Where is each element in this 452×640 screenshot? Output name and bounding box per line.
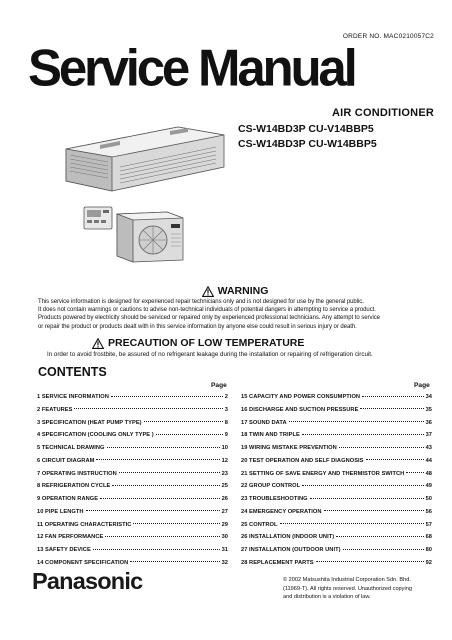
leader-dots [316,561,424,562]
contents-entry-label: 8 REFRIGERATION CYCLE [37,483,111,490]
leader-dots [366,459,424,460]
contents-entry-page: 56 [425,508,432,515]
leader-dots [343,549,424,550]
contents-entry-page: 43 [425,445,432,451]
contents-entry[interactable] [37,471,228,484]
contents-entry-page: 26 [221,496,228,502]
contents-entry[interactable] [37,445,228,458]
contents-entry[interactable] [241,534,432,547]
contents-entry-label: 23 TROUBLESHOOTING [241,496,308,502]
contents-entry-page: 50 [425,496,432,502]
contents-entry-label: 10 PIPE LENGTH [37,508,84,515]
contents-entry[interactable] [37,432,228,445]
leader-dots [107,447,220,448]
contents-entry-label: 7 OPERATING INSTRUCTION [37,470,117,477]
leader-dots [362,396,423,397]
contents-entry-label: 25 CONTROL [241,521,278,528]
contents-entry-label: 19 WIRING MISTAKE PREVENTION [241,445,337,451]
contents-entry-page: 80 [425,547,432,553]
contents-entry[interactable] [241,471,432,484]
contents-entry-page: 29 [221,521,228,528]
contents-entry-label: 14 COMPONENT SPECIFICATION [37,559,129,566]
contents-entry-page: 92 [425,559,432,566]
contents-entry[interactable] [241,560,432,573]
contents-entry-page: 68 [425,534,432,541]
contents-entry-page: 10 [221,445,228,451]
contents-entry-page: 31 [221,547,228,553]
contents-entry-label: 9 OPERATION RANGE [37,496,99,502]
contents-entry-label: 17 SOUND DATA [241,419,287,426]
contents-entry-page: 25 [221,483,228,490]
contents-entry-label: 20 TEST OPERATION AND SELF DIAGNOSIS [241,457,364,464]
contents-entry[interactable] [37,534,228,547]
warning-triangle-icon [202,286,214,297]
contents-entry-page: 30 [221,534,228,541]
contents-entry-label: 18 TWIN AND TRIPLE [241,432,300,439]
copyright-line: and distribution is a violation of law. [283,594,371,601]
leader-dots [302,485,423,486]
contents-entry-page: 23 [221,470,228,477]
contents-right-column [241,394,432,573]
contents-left-column [37,394,228,573]
warning-line: or repair the product or products dealt with in this service information by anyone else could result in serious injury or death. [38,323,357,330]
contents-title: CONTENTS [38,365,107,379]
leader-dots [100,498,219,499]
contents-entry[interactable] [37,496,228,509]
contents-entry-page: 34 [425,394,432,400]
precaution-text: In order to avoid frostbite, be assured of no refrigerant leakage during the installation or repairing of refrigeration circuit. [47,351,373,358]
contents-entry[interactable] [37,394,228,407]
copyright-notice [280,574,432,608]
contents-entry[interactable] [241,394,432,407]
contents-entry-page: 12 [221,457,228,464]
leader-dots [96,459,219,460]
contents-entry[interactable] [37,522,228,535]
warning-heading-label: WARNING [217,285,269,297]
precaution-section [38,337,432,361]
contents-entry-label: 2 FEATURES [37,406,73,413]
leader-dots [336,536,423,537]
leader-dots [93,549,220,550]
contents-entry[interactable] [241,420,432,433]
document-subtitle: AIR CONDITIONER [332,107,434,119]
indoor-unit-image [60,123,232,195]
contents-entry[interactable] [241,496,432,509]
outdoor-unit-image [115,206,187,264]
contents-entry[interactable] [241,483,432,496]
contents-entry[interactable] [241,432,432,445]
contents-entry-page: 44 [425,457,432,464]
remote-controller-image [83,206,113,230]
contents-entry[interactable] [37,458,228,471]
warning-heading [38,285,432,297]
copyright-line: © 2002 Matsushita Industrial Corporation Sdn. Bhd. [283,577,411,583]
contents-entry-label: 6 CIRCUIT DIAGRAM [37,457,95,464]
leader-dots [406,472,423,473]
leader-dots [112,485,219,486]
contents-entry[interactable] [37,547,228,560]
precaution-heading [38,337,432,349]
contents-entry[interactable] [241,547,432,560]
leader-dots [302,434,424,435]
leader-dots [360,408,423,409]
contents-entry-page: 8 [224,419,228,426]
contents-entry[interactable] [37,509,228,522]
warning-line: Products powered by electricity should be serviced or repaired only by experienced professional technicians. Any attempt to service [38,315,380,322]
contents-entry[interactable] [241,445,432,458]
contents-entry-label: 11 OPERATING CHARACTERISTIC [37,521,132,528]
warning-line: It does not contain warnings or cautions to advise non-technical individuals of potential dangers in attempting to service a product. [38,307,376,314]
leader-dots [289,421,424,422]
document-title: Service Manual [28,38,355,97]
contents-entry-label: 12 FAN PERFORMANCE [37,534,104,541]
contents-entry[interactable] [37,420,228,433]
contents-entry-page: 2 [224,394,228,400]
model-list [238,122,377,152]
contents-entry-label: 4 SPECIFICATION (COOLING ONLY TYPE ) [37,432,154,439]
leader-dots [310,498,424,499]
leader-dots [105,536,219,537]
page-column-header-left: Page [211,382,227,389]
contents-entry-page: 32 [221,559,228,566]
contents-entry[interactable] [241,407,432,420]
contents-entry-label: 3 SPECIFICATION (HEAT PUMP TYPE) [37,419,142,426]
contents-entry-label: 15 CAPACITY AND POWER CONSUMPTION [241,394,361,400]
warning-line: This service information is designed for experienced repair technicians only and is not designed for use by the general public. [38,299,364,305]
leader-dots [111,396,223,397]
contents-entry[interactable] [37,483,228,496]
contents-entry[interactable] [241,522,432,535]
order-number: ORDER NO. MAC0210057C2 [342,33,434,40]
contents-entry[interactable] [241,458,432,471]
brand-logo: Panasonic [32,568,143,594]
leader-dots [156,434,223,435]
copyright-line: (11969-T). All rights reserved. Unauthorized copying [283,585,412,592]
leader-dots [144,421,223,422]
contents-entry-label: 22 GROUP CONTROL [241,483,301,490]
contents-entry-page: 49 [425,483,432,490]
contents-entry-label: 5 TECHNICAL DRAWING [37,445,105,451]
warning-text [38,298,432,331]
page-column-header-right: Page [414,382,430,389]
leader-dots [339,447,424,448]
contents-entry-label: 28 REPLACEMENT PARTS [241,559,314,566]
leader-dots [133,523,219,524]
warning-section [38,285,432,328]
contents-entry-label: 13 SAFETY DEVICE [37,547,91,553]
contents-entry-label: 1 SERVICE INFORMATION [37,394,109,400]
contents-entry[interactable] [241,509,432,522]
contents-entry-label: 24 EMERGENCY OPERATION [241,508,322,515]
contents-entry[interactable] [37,407,228,420]
model-line-1: CS-W14BD3P CU-V14BBP5 [238,123,374,135]
contents-entry-page: 35 [425,406,432,413]
leader-dots [86,510,220,511]
leader-dots [119,472,220,473]
contents-entry-page: 27 [221,508,228,515]
contents-entry-label: 16 DISCHARGE AND SUCTION PRESSURE [241,406,359,413]
contents-entry-page: 48 [425,470,432,477]
contents-entry-page: 36 [425,419,432,426]
contents-entry-page: 9 [224,432,228,439]
contents-entry-label: 21 SETTING OF SAVE ENERGY AND THERMISTOR SWITCH [241,470,405,477]
contents-entry-label: 27 INSTALLATION (OUTDOOR UNIT) [241,547,341,553]
contents-entry-page: 37 [425,432,432,439]
contents-entry-label: 26 INSTALLATION (INDOOR UNIT) [241,534,335,541]
leader-dots [324,510,424,511]
precaution-heading-label: PRECAUTION OF LOW TEMPERATURE [108,337,305,349]
leader-dots [130,561,219,562]
model-line-2: CS-W14BD3P CU-W14BBP5 [238,138,377,150]
contents-entry-page: 3 [224,406,228,413]
leader-dots [74,408,222,409]
warning-triangle-icon [92,338,104,349]
leader-dots [280,523,424,524]
contents-entry-page: 57 [425,521,432,528]
